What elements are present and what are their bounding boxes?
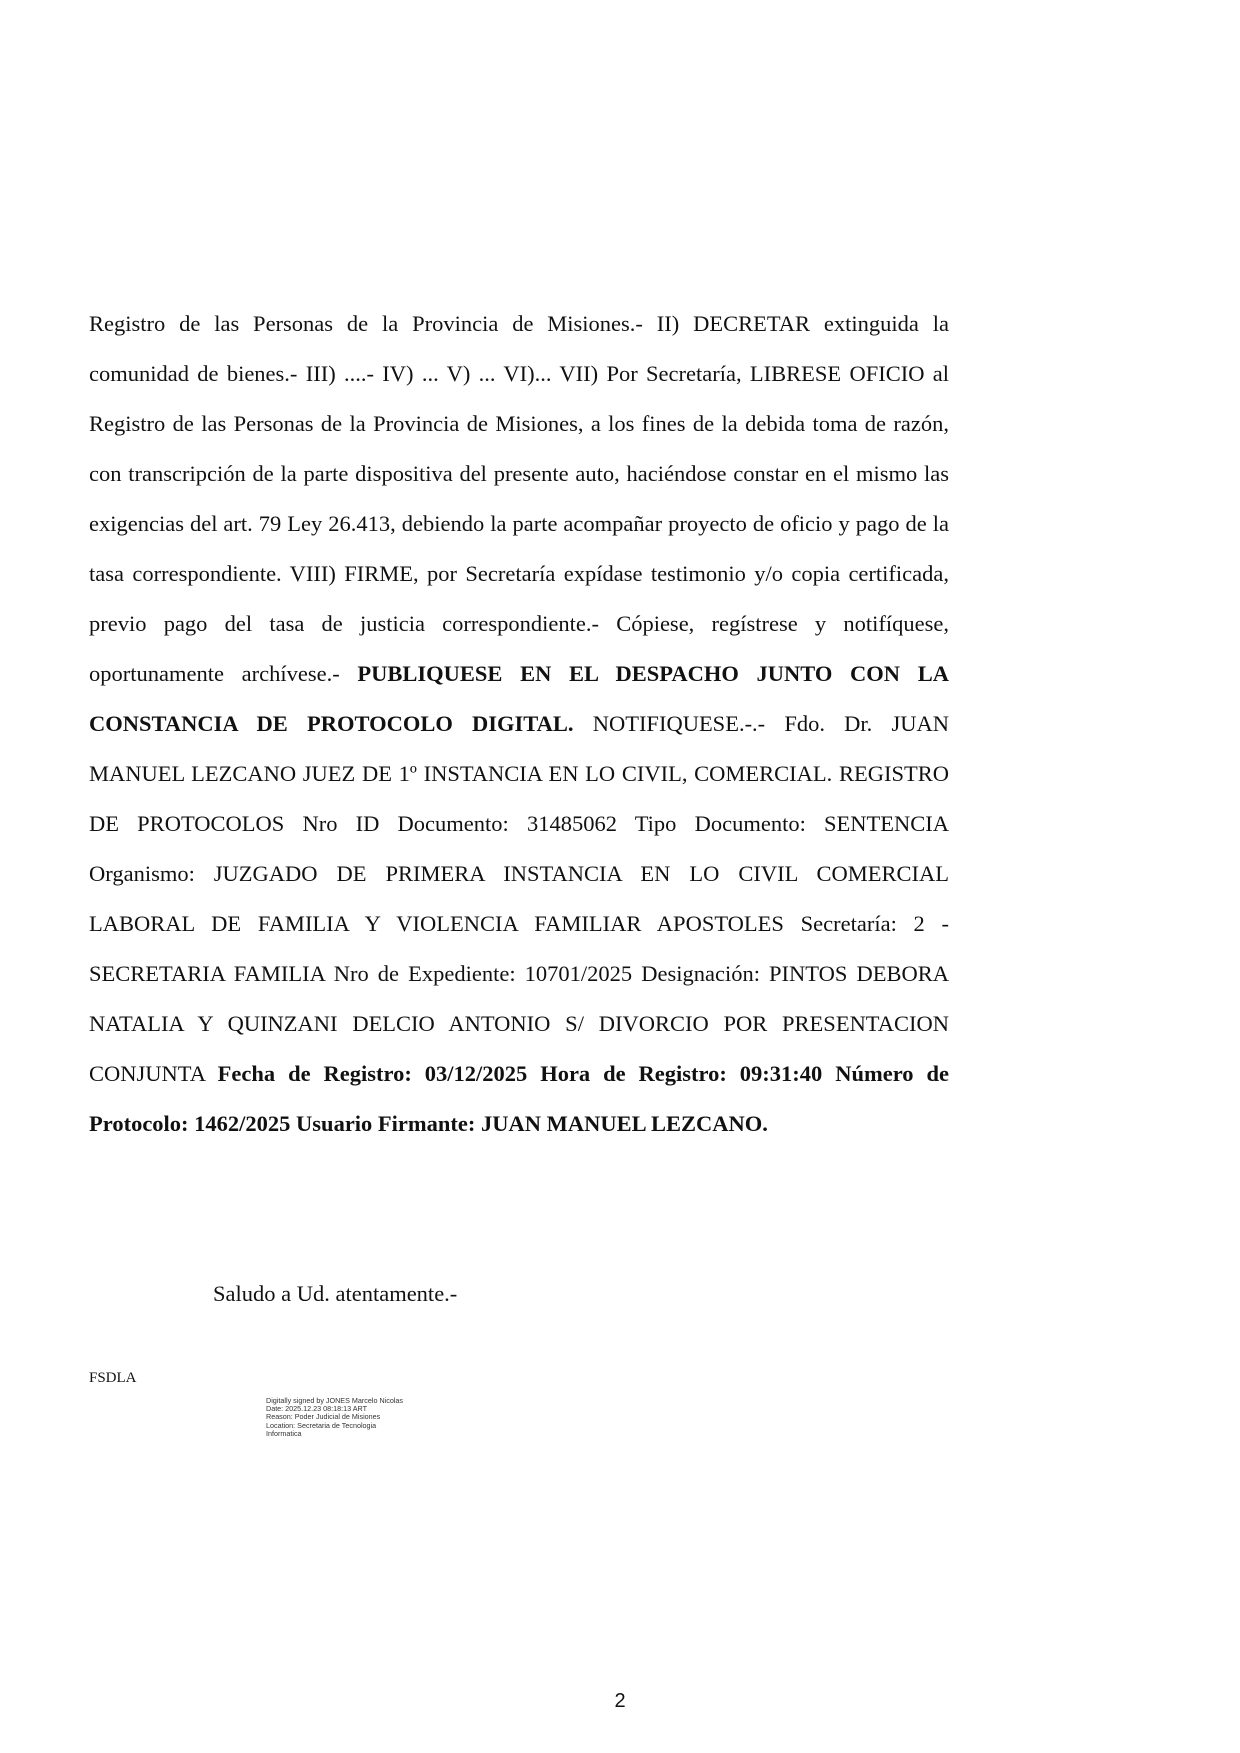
paragraph-text: Registro de las Personas de la Provincia de Misiones.- II) DECRETAR extinguida la comunidad de bienes.- III) ....- IV) ... V) ... VI)... VII) Por Secretaría, LIBRESE OFICIO al Registro de las Personas de la Provincia de Misiones, a los fines de la debida toma de razón, con transcripción de la parte dispositiva del presente auto, haciéndose constar en el mismo las exigencias del art. 79 Ley 26.413, debiendo la parte acompañar proyecto de oficio y pago de la tasa correspondiente. VIII) FIRME, por Secretaría expídase testimonio y/o copia certificada, previo pago del tasa de justicia correspondiente.- Cópiese, regístrese y notifíquese, oportunamente archívese.- xyxy=(89,311,949,686)
publication-notice: PUBLIQUESE EN EL DESPACHO JUNTO CON LA CONSTANCIA DE PROTOCOLO DIGITAL. xyxy=(89,661,949,736)
signature-line: Digitally signed by JONES Marcelo Nicolas xyxy=(266,1396,404,1405)
registry-details: Fecha de Registro: 03/12/2025 Hora de Registro: 09:31:40 Número de Protocolo: 1462/2025 Usuario Firmante: JUAN MANUEL LEZCANO. xyxy=(89,1061,949,1136)
signature-line: Informatica xyxy=(266,1428,302,1438)
closing-salutation: Saludo a Ud. atentamente.- xyxy=(213,1281,458,1306)
author-initials: FSDLA xyxy=(89,1370,137,1386)
page-number: 2 xyxy=(614,1690,626,1712)
digital-signature-block xyxy=(266,1397,466,1438)
signature-line: Date: 2025.12.23 08:18:13 ART xyxy=(266,1404,367,1414)
signature-line: Location: Secretaria de Tecnologia xyxy=(266,1420,377,1430)
signature-line: Reason: Poder Judicial de Misiones xyxy=(266,1412,381,1422)
registry-text: NOTIFIQUESE.-.- Fdo. Dr. JUAN MANUEL LEZCANO JUEZ DE 1º INSTANCIA EN LO CIVIL, COMERCIAL. REGISTRO DE PROTOCOLOS Nro ID Documento: 31485062 Tipo Documento: SENTENCIA Organismo: JUZGADO DE PRIMERA INSTANCIA EN LO CIVIL COMERCIAL LABORAL DE FAMILIA Y VIOLENCIA FAMILIAR APOSTOLES Secretaría: 2 - SECRETARIA FAMILIA Nro de Expediente: 10701/2025 Designación: PINTOS DEBORA NATALIA Y QUINZANI DELCIO ANTONIO S/ DIVORCIO POR PRESENTACION CONJUNTA xyxy=(89,711,949,1086)
document-body xyxy=(89,299,949,1149)
